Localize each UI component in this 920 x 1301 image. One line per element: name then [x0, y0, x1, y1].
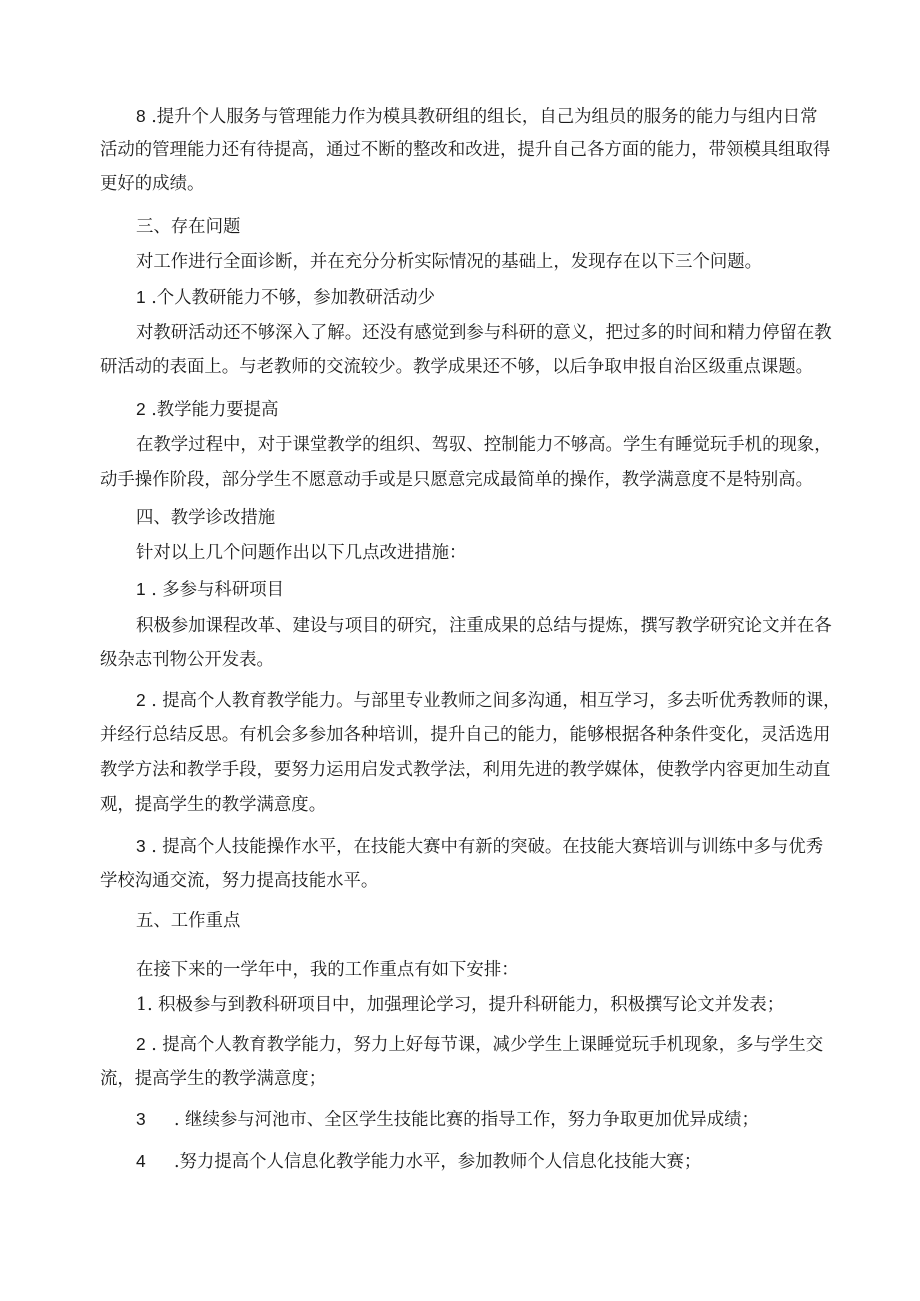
measure-2-line-3: 教学方法和教学手段，要努力运用启发式教学法，利用先进的教学媒体，使教学内容更加生动直: [100, 760, 831, 780]
measure-2-line-1: 2 . 提高个人教育教学能力。与部里专业教师之间多沟通，相互学习，多去听优秀教师的课，: [136, 690, 841, 711]
problem-1-title: 1 .个人教研能力不够，参加教研活动少: [136, 287, 435, 308]
item-8-line-3: 更好的成绩。: [100, 174, 205, 194]
focus-2-line-1: 2 . 提高个人教育教学能力，努力上好每节课，减少学生上课睡觉玩手机现象，多与学生交: [136, 1034, 824, 1055]
item-8-line-1: 8 .提升个人服务与管理能力作为模具教研组的组长，自己为组员的服务的能力与组内日常: [136, 106, 818, 127]
problem-2-title: 2 .教学能力要提高: [136, 399, 279, 420]
measure-1-line-2: 级杂志刊物公开发表。: [100, 650, 274, 670]
measure-3-line-1: 3 . 提高个人技能操作水平，在技能大赛中有新的突破。在技能大赛培训与训练中多与优秀: [136, 836, 824, 857]
measure-3-line-2: 学校沟通交流，努力提高技能水平。: [100, 871, 379, 891]
focus-2-line-2: 流，提高学生的教学满意度；: [100, 1069, 327, 1089]
measure-2-line-2: 并经行总结反思。有机会多参加各种培训，提升自己的能力，能够根据各种条件变化，灵活选用: [100, 725, 831, 745]
section-5-heading: 五、工作重点: [136, 911, 241, 931]
problem-2-line-2: 动手操作阶段，部分学生不愿意动手或是只愿意完成最简单的操作，教学满意度不是特别高。: [100, 470, 814, 490]
measure-2-line-4: 观，提高学生的教学满意度。: [100, 795, 327, 815]
focus-1: 1. 积极参与到教科研项目中，加强理论学习，提升科研能力，积极撰写论文并发表；: [136, 995, 785, 1015]
focus-3: 3 . 继续参与河池市、全区学生技能比赛的指导工作，努力争取更加优异成绩；: [136, 1109, 759, 1130]
measure-1-title: 1 . 多参与科研项目: [136, 579, 284, 600]
problem-2-line-1: 在教学过程中，对于课堂教学的组织、驾驭、控制能力不够高。学生有睡觉玩手机的现象，: [136, 435, 832, 455]
section-5-intro: 在接下来的一学年中，我的工作重点有如下安排：: [136, 960, 519, 980]
measure-1-line-1: 积极参加课程改革、建设与项目的研究，注重成果的总结与提炼，撰写教学研究论文并在各: [136, 616, 832, 636]
item-8-number: 8: [136, 106, 146, 126]
section-4-intro: 针对以上几个问题作出以下几点改进措施：: [136, 543, 467, 563]
focus-4: 4 .努力提高个人信息化教学能力水平，参加教师个人信息化技能大赛；: [136, 1151, 702, 1172]
section-3-heading: 三、存在问题: [136, 217, 241, 237]
problem-1-line-2: 研活动的表面上。与老教师的交流较少。教学成果还不够，以后争取申报自治区级重点课题。: [100, 357, 814, 377]
problem-1-line-1: 对教研活动还不够深入了解。还没有感觉到参与科研的意义，把过多的时间和精力停留在教: [136, 323, 832, 343]
section-4-heading: 四、教学诊改措施: [136, 508, 276, 528]
item-8-line-2: 活动的管理能力还有待提高，通过不断的整改和改进，提升自己各方面的能力，带领模具组取得: [100, 140, 831, 160]
section-3-intro: 对工作进行全面诊断，并在充分分析实际情况的基础上，发现存在以下三个问题。: [136, 252, 763, 272]
